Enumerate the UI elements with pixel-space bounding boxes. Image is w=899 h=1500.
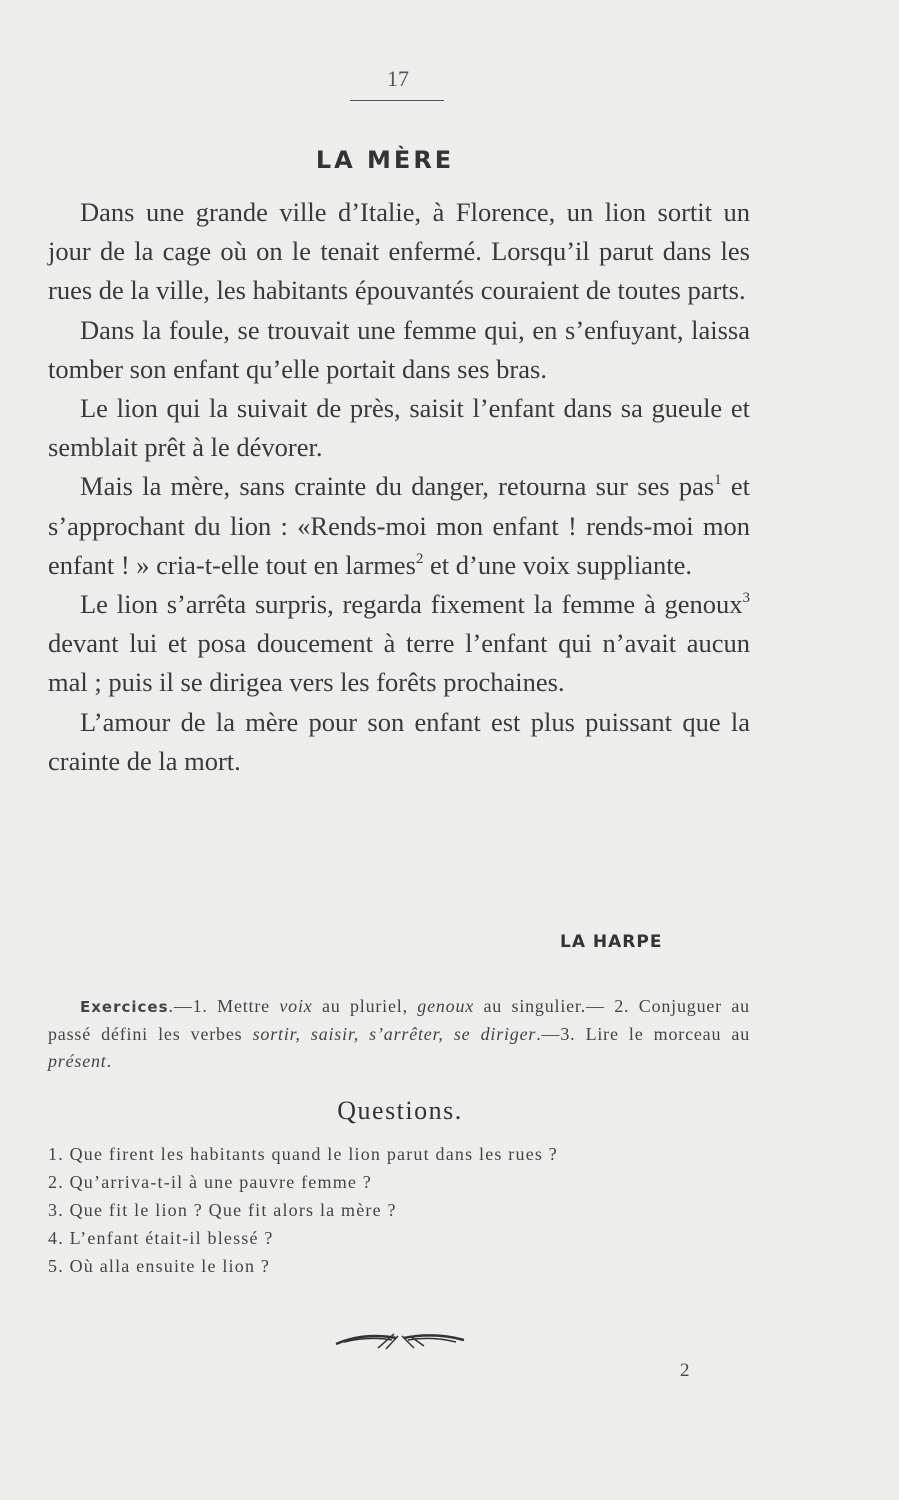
paragraph: Dans la foule, se trouvait une femme qui, en s’enfuyant, laissa tomber son enfant qu’elle portait dans ses bras. — [48, 314, 750, 384]
footnote-mark: 1 — [714, 472, 722, 489]
footnote-mark: 2 — [415, 550, 424, 567]
question-item: 4. L’enfant était-il blessé ? — [48, 1228, 274, 1248]
ornament-icon — [334, 1328, 466, 1352]
questions-heading: Questions. — [337, 1096, 463, 1125]
author-attribution: LA HARPE — [560, 932, 663, 952]
paragraph: Le lion qui la suivait de près, saisit l’enfant dans sa gueule et semblait prêt à le dévorer. — [48, 393, 750, 463]
story-text — [48, 193, 750, 781]
signature-number: 2 — [680, 1360, 690, 1381]
page-number-rule — [350, 100, 444, 101]
paragraph: L’amour de la mère pour son enfant est plus puissant que la crainte de la mort. — [48, 706, 750, 776]
paragraph: Le lion s’arrêta surpris, regarda fixement la femme à genoux$^3$ devant lui et posa doucement à terre l’enfant qui n’avait aucun mal ; puis il se dirigea vers les forêts prochaines. — [48, 589, 750, 698]
questions-list — [48, 1140, 768, 1280]
footnote-mark: 3 — [742, 590, 750, 607]
question-item: 1. Que firent les habitants quand le lion parut dans les rues ? — [48, 1144, 558, 1164]
paragraph: Mais la mère, sans crainte du danger, retourna sur ses pas$^1$ et s’approchant du lion : «Rends-moi mon enfant ! rends-moi mon enfant ! » cria-t-elle tout en larmes$^2$ et d’une voix suppliante. — [48, 471, 750, 580]
question-item: 3. Que fit le lion ? Que fit alors la mère ? — [48, 1200, 397, 1220]
story-title: LA MÈRE — [315, 146, 455, 174]
page-number: 17 — [387, 66, 409, 91]
exercises-label: Exercices — [80, 998, 169, 1016]
question-item: 5. Où alla ensuite le lion ? — [48, 1256, 271, 1276]
question-item: 2. Qu’arriva-t-il à une pauvre femme ? — [48, 1172, 372, 1192]
paragraph: Dans une grande ville d’Italie, à Florence, un lion sortit un jour de la cage où on le tenait enfermé. Lorsqu’il parut dans les rues de la ville, les habitants épouvantés couraient de toutes parts. — [48, 197, 750, 306]
exercises-section: Exercices.—1. Mettre voix au pluriel, genoux au singulier.— 2. Conjuguer au passé défini les verbes sortir, saisir, s’arrêter, se diriger.—3. Lire le morceau au présent. — [48, 996, 750, 1071]
